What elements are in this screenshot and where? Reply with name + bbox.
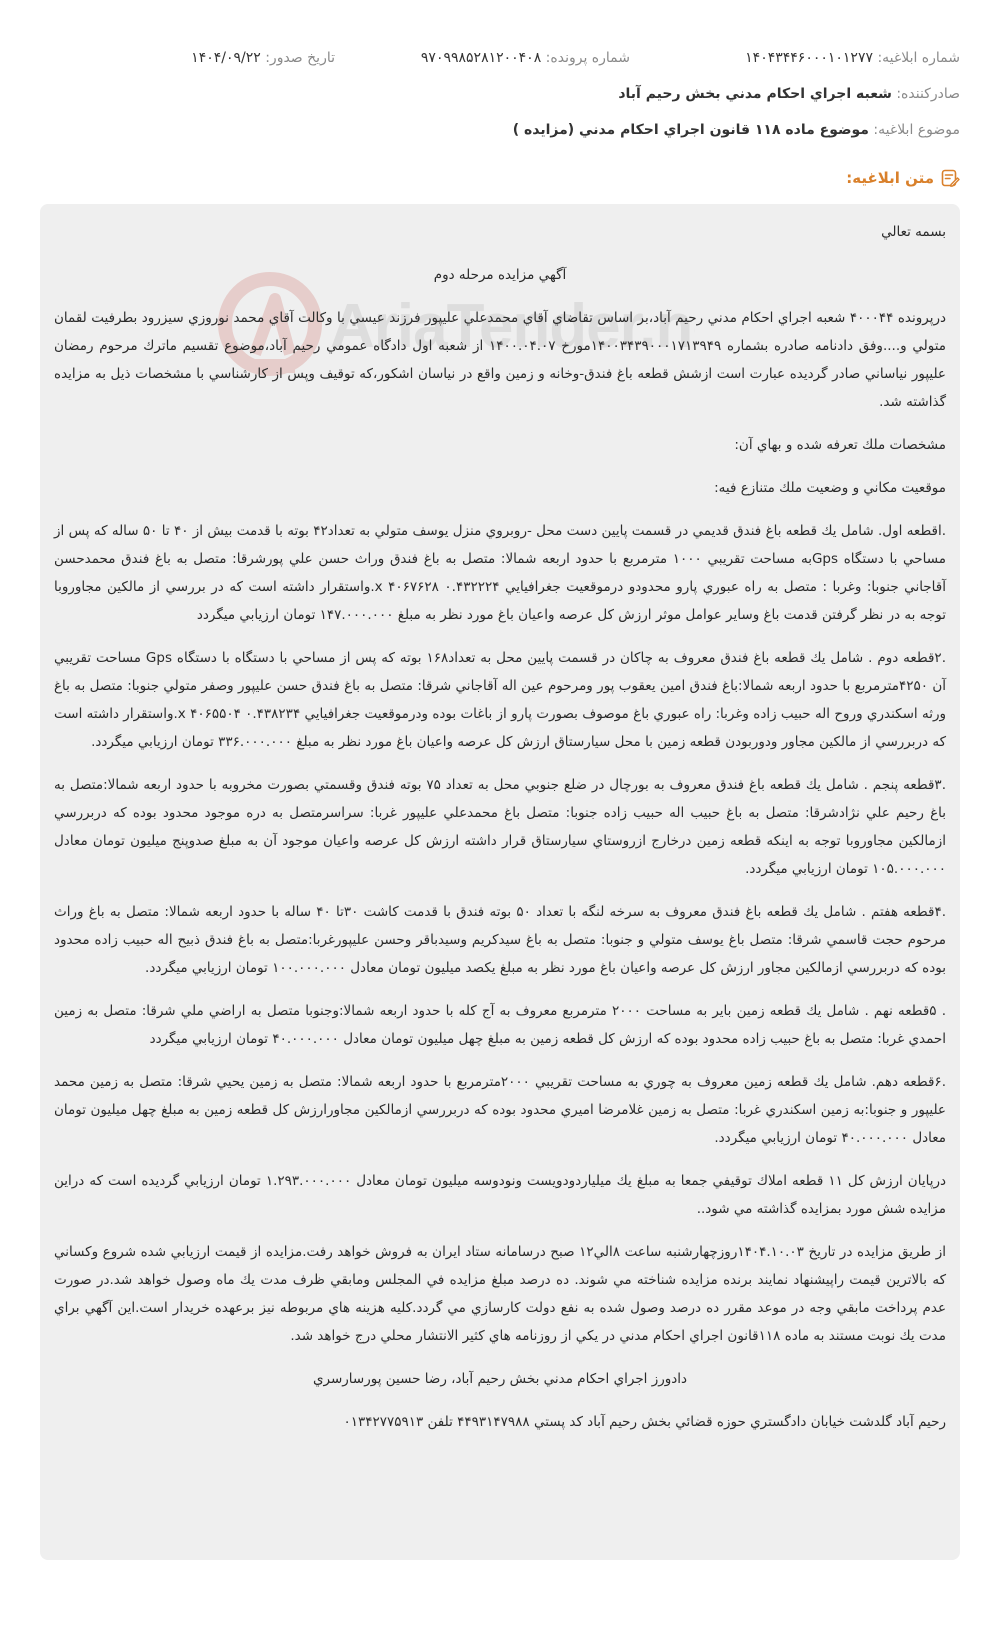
issuer-row	[40, 84, 960, 104]
issuer-value: شعبه اجراي احكام مدني بخش رحيم آباد	[618, 86, 892, 102]
office-address: رحيم آباد گلدشت خيابان دادگستري حوزه قضائي بخش رحيم آباد كد پستي ۴۴۹۳۱۴۷۹۸۸ تلفن ۰۱۳۴۲۷۷۵۹۱۳	[343, 1414, 946, 1430]
notice-body	[40, 204, 960, 1560]
watermark-text: AriaTender.n	[330, 292, 693, 361]
subject-value: موضوع ماده ۱۱۸ قانون اجراي احكام مدني (مزايده )	[512, 122, 869, 138]
case-number	[421, 48, 630, 68]
officer-signature: دادورز اجراي احكام مدني بخش رحيم آباد، رضا حسين پورسارسري	[312, 1371, 688, 1387]
body-paragraph: .۶قطعه دهم. شامل يك قطعه زمين معروف به چوري به مساحت تقريبي ۲۰۰۰مترمربع با حدود اربعه شمالا: متصل به زمين يحيي شرقا: متصل به زمين محمد عليپور و جنوبا:به زمين اسكندري غربا: متصل به زمين غلامرضا اميري محدود بوده كه دربررسي ازمالكين مجاورارزش كل قطعه زمين به مبلغ چهل ميليون تومان معادل ۴۰.۰۰۰.۰۰۰ تومان ارزيابي ميگردد.	[54, 1074, 946, 1146]
body-paragraph: درپايان ارزش كل ۱۱ قطعه املاك توقيفي جمعا به مبلغ يك ميلياردودويست ونودوسه ميليون تومان معادل ۱.۲۹۳.۰۰۰.۰۰۰ تومان ارزيابي گرديده است كه دراين مزايده شش مورد بمزايده گذاشته مي شود..	[54, 1173, 946, 1217]
subject-row	[40, 120, 960, 140]
body-paragraph: درپرونده ۴۰۰۰۴۴ شعبه اجراي احكام مدني رحيم آباد،بر اساس تقاضاي آقاي محمدعلي عليپور فرزند عيسي با وكالت آقاي محمد نوروزي سيزرود بطرفيت لقمان متولي و....وفق دادنامه صادره بشماره ۱۴۰۰۳۴۳۹۰۰۰۱۷۱۳۹۴۹مورخ ۱۴۰۰.۰۴.۰۷ از شعبه اول دادگاه عمومي رحيم آباد،موضوع تقسيم ماترك مرحوم رمضان عليپور نياساني صادر گرديده عبارت است ازشش قطعه باغ فندق-وخانه و زمين واقع در نياسان اشكور،كه توقيف وپس از كارشناسي با مشخصات ذيل به مزايده گذاشته شد.	[54, 310, 947, 410]
notice-section-title	[846, 168, 960, 188]
issuer-label: صادرکننده:	[896, 86, 960, 102]
body-paragraph: .اقطعه اول. شامل يك قطعه باغ فندق قديمي در قسمت پايين دست محل -روبروي منزل يوسف متولي به تعداد۴۲ بوته با قدمت بيش از ۴۰ تا ۵۰ ساله كه پس از مساحي با دستگاه Gpsبه مساحت تقريبي ۱۰۰۰ مترمربع با حدود اربعه شمالا: متصل به باغ فندق وراث حسن علي پورشرقا: متصل به باغ فندق محمدحسن آقاجاني جنوبا: وغربا : متصل به راه عبوري پارو محدودو درموقعيت جغرافيايي ۰.۴۳۲۲۲۴ x ۴۰۶۷۶۲۸.واستقرار داشته است كه در بررسي از مالكين مجاوروبا توجه به در نظر گرفتن قدمت باغ وساير عوامل موثر ارزش كل عرصه واعيان باغ مورد نظر به مبلغ ۱۴۷.۰۰۰.۰۰۰ تومان ارزيابي ميگردد	[54, 523, 947, 623]
body-paragraph: .۳قطعه پنجم . شامل يك قطعه باغ فندق معروف به بورچال در ضلع جنوبي محل به تعداد ۷۵ بوته فندق وقسمتي بصورت مخروبه با حدود اربعه شمالا:متصل به باغ رحيم علي نژادشرقا: متصل به باغ حبيب اله حبيب زاده جنوبا: متصل باغ محمدعلي عليپور غربا: سراسرمتصل به دره موجود محدود بوده كه دربررسي ازمالكين مجاوروبا توجه به اينكه قطعه زمين درخارج ازروستاي سيارستاق قرار داشته ارزش كل عرصه واعيان موجود آن به مبلغ صدوپنج ميليون تومان معادل ۱۰۵.۰۰۰.۰۰۰ تومان ارزيابي ميگردد.	[54, 777, 946, 877]
body-paragraph: .۲قطعه دوم . شامل يك قطعه باغ فندق معروف به چاكان در قسمت پايين محل به تعداد۱۶۸ بوته كه پس از مساحي با دستگاه با دستگاه Gps مساحت تقريبي آن ۴۲۵۰مترمربع با حدود اربعه شمالا:باغ فندق امين يعقوب پور ومرحوم عين اله آقاجاني شرقا: متصل به باغ فندق حسن عليپور وصفر متولي جنوبا: متصل به باغ ورثه اسكندري وروح اله حبيب زاده وغربا: راه عبوري باغ موصوف بصورت پارو از باغات بوده ودرموقعيت جغرافيايي ۰.۴۳۸۲۳۴ x ۴۰۶۵۵۰۴.واستقرار داشته است كه دربررسي از مالكين مجاور ودوربودن قطعه زمين با محل سيارستاق ارزش كل عرصه واعيان باغ مورد نظر به مبلغ ۳۳۶.۰۰۰.۰۰۰ تومان ارزيابي ميگردد.	[54, 650, 946, 750]
case-number-label: شماره پرونده:	[545, 50, 630, 66]
notice-number-label: شماره ابلاغیه:	[877, 50, 960, 66]
issue-date	[191, 48, 335, 68]
notice-number-value: ۱۴۰۴۳۴۴۶۰۰۰۱۰۱۲۷۷	[745, 50, 873, 66]
issue-date-label: تاریخ صدور:	[265, 50, 335, 66]
body-paragraph: بسمه تعالي	[881, 224, 946, 240]
notice-section-title-text: متن ابلاغیه:	[846, 169, 934, 187]
notice-number	[745, 48, 960, 68]
issue-date-value: ۱۴۰۴/۰۹/۲۲	[191, 50, 261, 66]
document-edit-icon	[940, 168, 960, 188]
body-paragraph: از طريق مزايده در تاريخ ۱۴۰۴.۱۰.۰۳روزچهارشنبه ساعت ۸الي۱۲ صبح درسامانه ستاد ايران به فروش خواهد رفت.مزايده از قيمت ارزيابي شده شروع وكساني كه بالاترين قيمت راپيشنهاد نمايند برنده مزايده شناخته مي شوند. ده درصد مبلغ مزايده في المجلس ومابقي ظرف مدت يك ماه وصول خواهد شد.در صورت عدم پرداخت مابقي وجه در موعد مقرر ده درصد وصول شده به نفع دولت كارسازي مي گردد.كليه هزينه هاي مربوطه نيز برعهده خريدار است.اين آگهي براي مدت يك نوبت مستند به ماده ۱۱۸قانون اجراي احكام مدني در يكي از روزنامه هاي كثير الانتشار محلي درج خواهد شد.	[54, 1244, 946, 1344]
body-heading: آگهي مزايده مرحله دوم	[433, 267, 567, 283]
case-number-value: ۹۷۰۹۹۸۵۲۸۱۲۰۰۴۰۸	[420, 50, 542, 66]
body-paragraph: . ۵قطعه نهم . شامل يك قطعه زمين باير به مساحت ۲۰۰۰ مترمربع معروف به آج كله با حدود اربعه شمالا:وجنوبا متصل به اراضي ملي شرقا: متصل به زمين احمدي غربا: متصل به باغ حبيب زاده محدود بوده كه ارزش كل قطعه زمين به مبلغ چهل ميليون تومان معادل ۴۰.۰۰۰.۰۰۰ تومان ارزيابي ميگردد	[54, 1003, 946, 1047]
body-paragraph: .۴قطعه هفتم . شامل يك قطعه باغ فندق معروف به سرخه لنگه با تعداد ۵۰ بوته فندق با قدمت كاشت ۳۰تا ۴۰ ساله با حدود اربعه شمالا: متصل به باغ وراث مرحوم حجت قاسمي شرقا: متصل باغ يوسف متولي و جنوبا: متصل به باغ سيدكريم وسيدباقر وحسن عليپورغربا:متصل به باغ فندق ذبيح اله حبيب زاده محدود بوده كه دربررسي ازمالكين مجاور ارزش كل عرصه واعيان باغ مورد نظر به مبلغ يكصد ميليون تومان معادل ۱۰۰.۰۰۰.۰۰۰ تومان ارزيابي ميگردد.	[54, 904, 947, 976]
body-paragraph: موقعيت مكاني و وضعيت ملك متنازع فيه:	[714, 480, 946, 496]
body-paragraph: مشخصات ملك تعرفه شده و بهاي آن:	[734, 437, 946, 453]
subject-label: موضوع ابلاغیه:	[873, 122, 960, 138]
notice-body-text	[54, 218, 946, 1436]
